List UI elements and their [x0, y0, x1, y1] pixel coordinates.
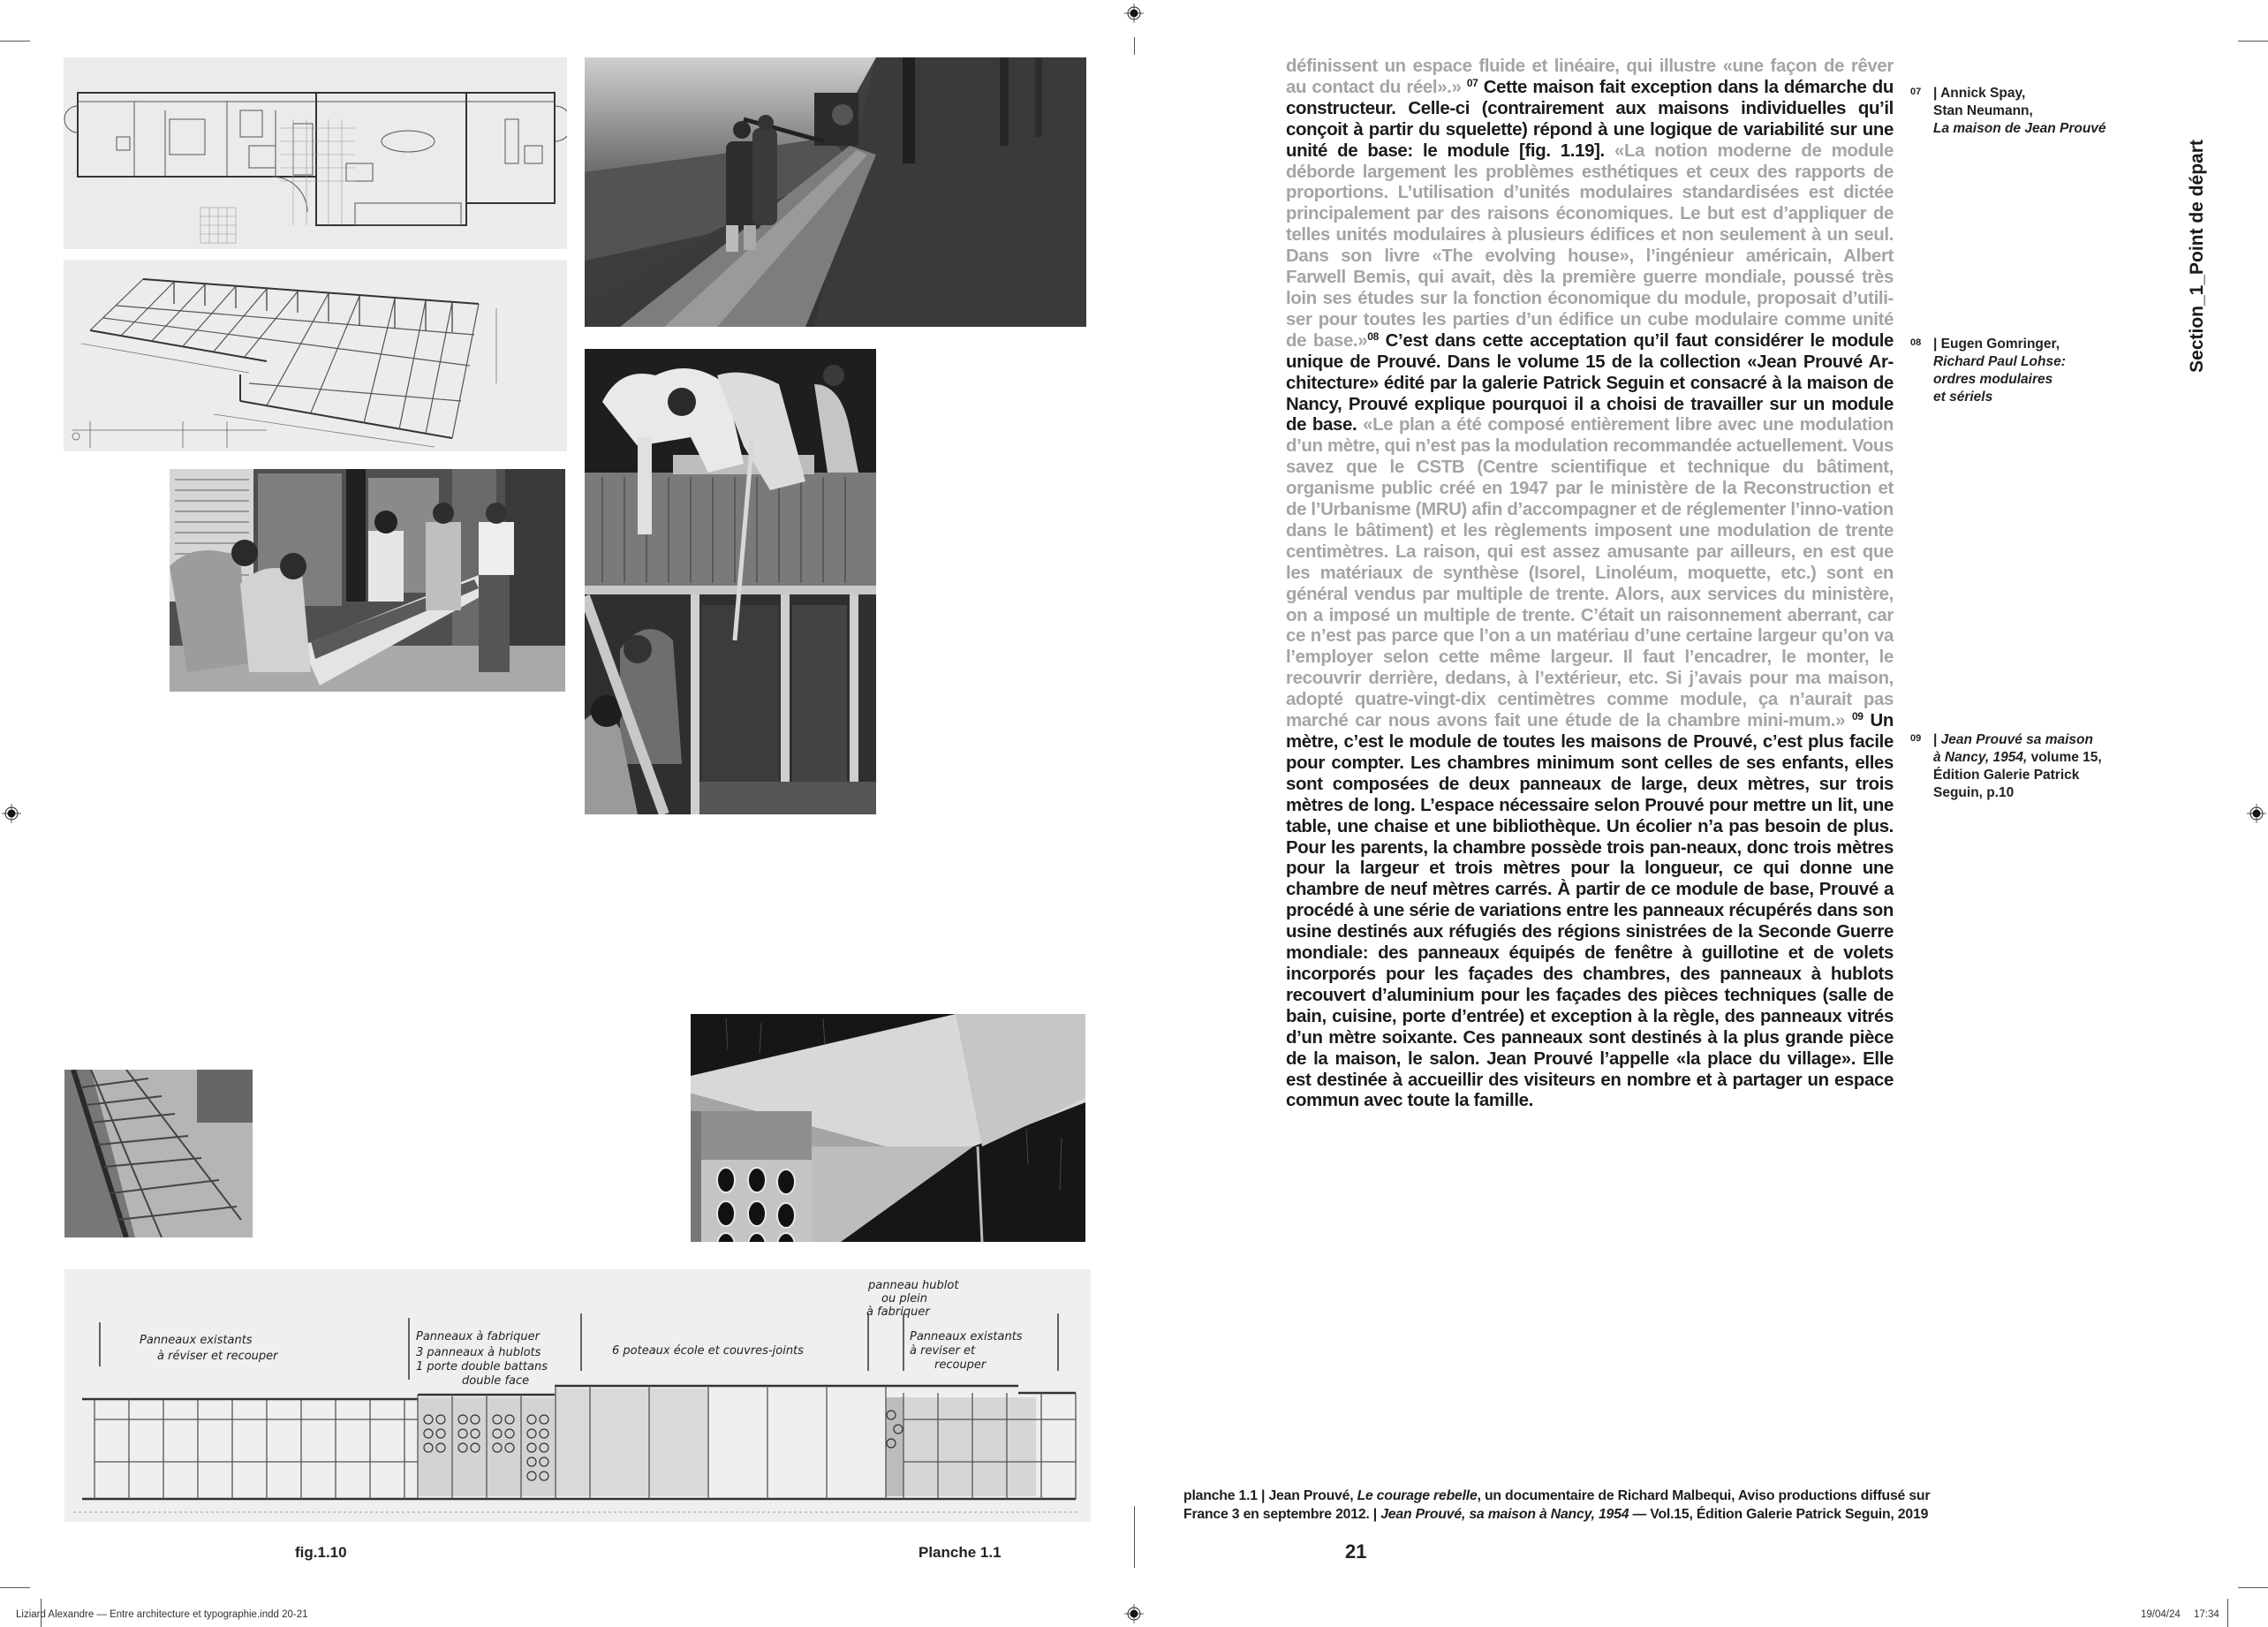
sidenote-line: La maison de Jean Prouvé: [1933, 121, 2106, 136]
figure-label: fig.1.10: [295, 1544, 347, 1561]
quote-text: «La notion moderne de module déborde largement les problèmes esthétiques et ceux des rapports de proportions. L’utilisation d’unités modulaires standardisées est dictée principalement par des raisons économiques. Le but est d’appliquer de telles unités modulaires à plusieurs édifices et non seulement à un seul. Dans son livre «The evolving house», l’ingénieur américain, Albert Farwell Bemis, qui avait, dès la première guerre mondiale, poussé très loin ses études sur la fonction économique du module, proposait d’utili-ser pour toutes les parties d’un édifice un cube modulaire comme unité de base.»: [1286, 140, 1894, 351]
elevation-note-e2: à reviser et: [910, 1344, 976, 1358]
sidenote-number: 09: [1910, 733, 1922, 744]
footnote-ref: 09: [1851, 710, 1864, 723]
elevation-note-e1: Panneaux existants: [910, 1330, 1023, 1343]
section-label: Section_1_Point de départ: [2187, 140, 2207, 373]
crop-mark: [1134, 37, 1135, 55]
sidenote-line: | Eugen Gomringer,: [1933, 337, 2060, 352]
sidenote-line: | Jean Prouvé sa maison: [1933, 732, 2093, 747]
body-text: [1286, 57, 1894, 1112]
sidenote-line: Stan Neumann,: [1933, 103, 2033, 118]
planche-caption: planche 1.1 | Jean Prouvé, Le courage rebelle, un documentaire de Richard Malbequi, Aviso productions diffusé sur France 3 en septembre 2012. | Jean Prouvé, sa maison à Nancy, 1954 — Vol.15, Édition Galerie Patrick Seguin, 2019: [1183, 1488, 1931, 1522]
sidenote-line: Édition Galerie Patrick: [1933, 768, 2080, 783]
page-number: 21: [1345, 1540, 1367, 1563]
photo-hublot-facade: [691, 1014, 1085, 1242]
footnote-ref: 07: [1466, 76, 1478, 89]
registration-mark-icon: [1124, 4, 1144, 23]
plan-drawing: [64, 57, 567, 249]
elevation-note-d1: panneau hublot: [868, 1279, 959, 1292]
body-paragraph: Un mètre, c’est le module de toutes les maisons de Prouvé, c’est plus facile pour compter. Les chambres minimum sont celles de ses enfants, elles sont composées de deux panneaux de large, deux mètres, sur trois mètres de long. L’espace nécessaire selon Prouvé pour mettre un lit, une table, une chaise et une bibliothèque. Un écolier n’a pas besoin de plus. Pour les parents, la chambre possède trois pan-neaux, donc trois mètres pour la largeur et trois mètres pour la longueur, ce qui donne une chambre de neuf mètres carrés. À partir de ce module de base, Prouvé a procédé à une série de variations entre les panneaux récupérés dans son usine destinés aux réfugiés des régions sinistrées de la Seconde Guerre mondiale: des panneaux équipés de fenêtre à guillotine et de volets incorporés pour les façades des chambres, des panneaux à hublots recouvert d’aluminium pour les façades des pièces techniques (salle de bain, cuisine, porte d’entrée) et exception à la règle, des panneaux vitrés d’un mètre soixante. Ces panneaux sont destinés à la plus grande pièce de la maison, le salon. Jean Prouvé l’appelle «la place du village». Elle est destinée à accueillir des visiteurs en nombre et à partager un espace commun avec toute la famille.: [1286, 711, 1894, 1111]
crop-mark: [2238, 41, 2268, 42]
spine-line: [1134, 1506, 1135, 1568]
quote-text: définissent un espace fluide et linéaire, qui illustre «une façon de rêver au contact du réel».»: [1286, 57, 1894, 97]
crop-mark: [2227, 1599, 2228, 1627]
body-paragraph: Cette maison fait exception dans la démarche du constructeur. Celle-ci (contrairement aux maisons individuelles qu’il conçoit à partir du squelette) répond à une logique de variabilité sur une unité de base: le module [fig. 1.19].: [1286, 77, 1894, 161]
elevation-note-b3: 1 porte double battans: [416, 1360, 548, 1373]
sidenote-09: [1910, 731, 2131, 802]
photo-panel-carry: [170, 469, 565, 692]
crop-mark: [0, 41, 30, 42]
sidenote-08: [1910, 336, 2131, 406]
body-paragraph: C’est dans cette acceptation qu’il faut considérer le module unique de Prouvé. Dans le volume 15 de la collection «Jean Prouvé Ar-chitecture» édité par la galerie Patrick Seguin et consacré à la maison de Nancy, Prouvé explique pourquoi il a choisi de travailler sur un module de base.: [1286, 330, 1894, 435]
sidenote-line: à Nancy, 1954, volume 15,: [1933, 750, 2102, 765]
slug-date: 19/04/24: [2141, 1609, 2181, 1620]
registration-mark-icon: [1124, 1604, 1144, 1623]
sidenote-line: ordres modulaires: [1933, 372, 2053, 387]
photo-scaffold: [585, 349, 876, 814]
elevation-note-c1: 6 poteaux école et couvres-joints: [612, 1344, 804, 1358]
elevation-note-a1: Panneaux existants: [140, 1334, 253, 1347]
axonometric-drawing: [64, 260, 567, 451]
sidenote-number: 08: [1910, 337, 1922, 348]
elevation-note-d3: à fabriquer: [866, 1305, 930, 1319]
planche-label: Planche 1.1: [919, 1544, 1002, 1561]
slug-filename: Liziard Alexandre — Entre architecture et typographie.indd 20-21: [16, 1609, 308, 1620]
sidenote-07: [1910, 85, 2131, 138]
registration-mark-icon: [2, 804, 21, 823]
elevation-note-b4: double face: [462, 1374, 530, 1388]
elevation-note-a2: à réviser et recouper: [157, 1350, 278, 1363]
elevation-note-b2: 3 panneaux à hublots: [416, 1346, 541, 1359]
quote-text: «Le plan a été composé entièrement libre avec une modulation d’un mètre, qui n’est pas la modulation recommandée actuellement. Vous savez que le CSTB (Centre scientifique et technique du bâtiment, organisme public créé en 1947 par le ministère de la Reconstruction et de l’Urbanisme (MRU) afin d’accompagner et de réglementer l’inno-vation dans le bâtiment) et les règlements imposent une modulation de trente centimètres. La raison, qui est assez amusante par ailleurs, en est que les matériaux de synthèse (Isorel, Linoléum, moquette, etc.) sont en général vendus par multiple de trente. Alors, aux services du ministère, on a imposé un multiple de trente. C’était un raisonnement aberrant, car ce n’est pas parce que l’on a un matériau d’une certaine largeur qu’on va l’employer selon cette même largeur. Il faut l’encadrer, le monter, le recouvrir derrière, dedans, à l’extérieur, etc. Si j’avais pour ma maison, adopté quatre-vingt-dix centimètres comme module, ça n’aurait pas marché car nous avons fait une étude de la chambre mini-mum.»: [1286, 415, 1894, 731]
photo-towing: [585, 57, 1086, 327]
sidenote-line: Seguin, p.10: [1933, 785, 2015, 800]
sidenote-line: et sériels: [1933, 390, 1993, 405]
elevation-note-d2: ou plein: [881, 1292, 928, 1305]
elevation-note-e3: recouper: [934, 1358, 987, 1372]
sidenote-line: Richard Paul Lohse:: [1933, 354, 2066, 369]
crop-mark: [0, 1587, 30, 1588]
sidenote-line: | Annick Spay,: [1933, 86, 2026, 101]
photo-foundation: [64, 1070, 253, 1237]
registration-mark-icon: [2247, 804, 2266, 823]
crop-mark: [2238, 1587, 2268, 1588]
elevation-note-b1: Panneaux à fabriquer: [416, 1330, 540, 1343]
elevation-drawing: [64, 1269, 1091, 1522]
footnote-ref: 08: [1367, 329, 1379, 343]
slug-time: 17:34: [2194, 1609, 2219, 1620]
sidenote-number: 07: [1910, 87, 1922, 97]
